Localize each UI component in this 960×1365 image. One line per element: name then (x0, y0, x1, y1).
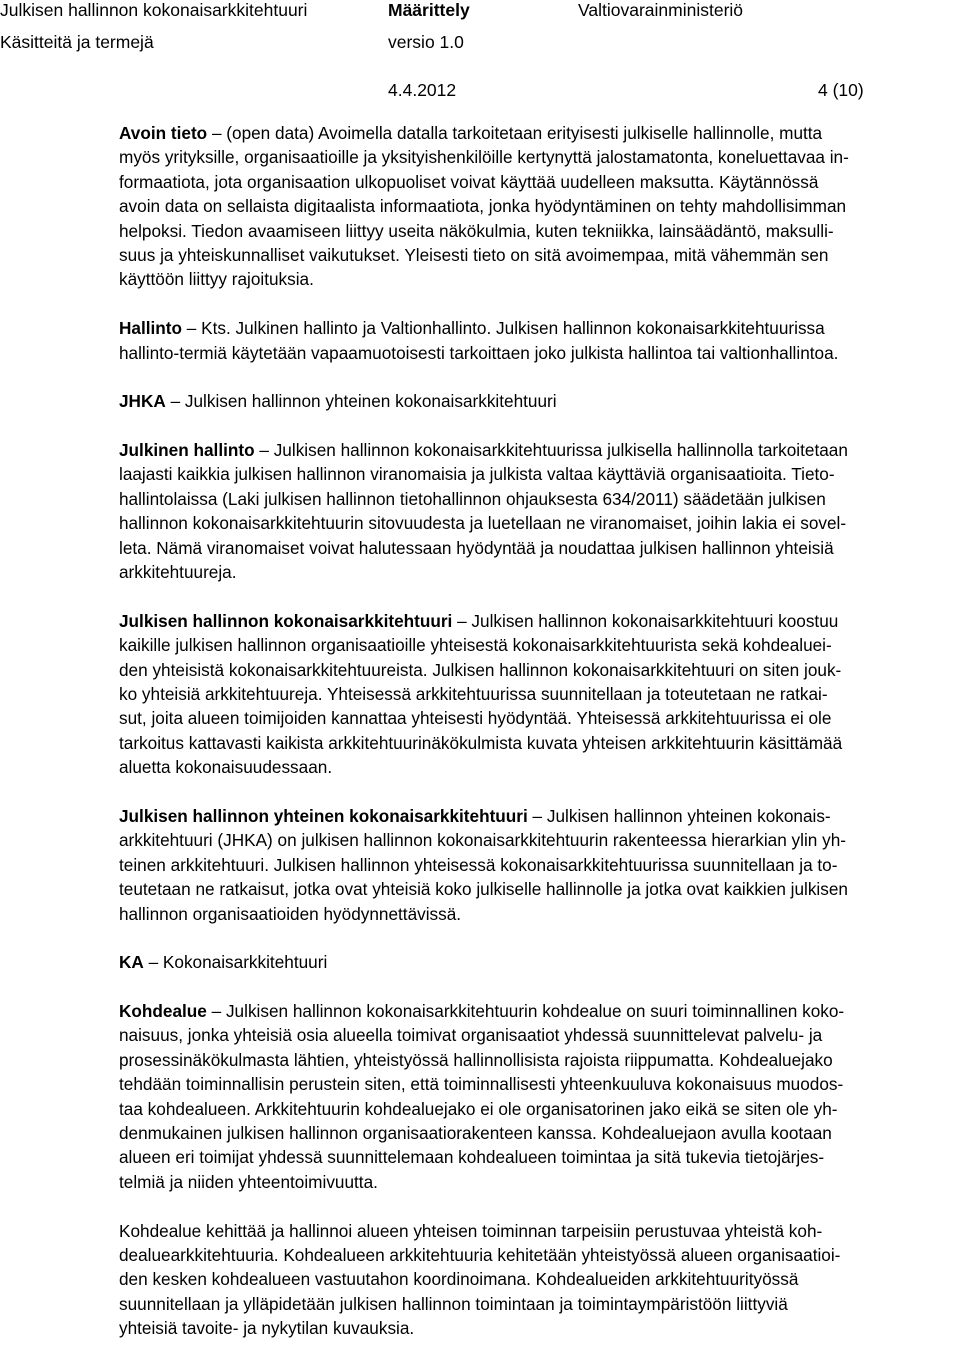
text-line (119, 1048, 960, 1072)
document-type: Määrittely (388, 0, 470, 20)
glossary-term: Hallinto (119, 318, 183, 339)
glossary-entry (119, 316, 960, 365)
text-line (119, 1316, 960, 1340)
text-line (119, 877, 960, 901)
definition-text: myös yrityksille, organisaatioille ja yksityishenkilöille kertynyttä jalostamatonta, koneluettavaa in- (119, 147, 849, 168)
definition-text: sut, joita alueen toimijoiden kannattaa yhteisesti hyödyntää. Yhteisessä arkkitehtuurissa ei ole (119, 708, 832, 729)
text-line (119, 1121, 960, 1145)
organization-name: Valtiovarainministeriö (578, 0, 744, 20)
document-date: 4.4.2012 (388, 80, 457, 100)
text-line (119, 170, 960, 194)
definition-text: tehdään toiminnallisin perustein siten, että toiminnallisesti yhteenkuuluva kokonaisuus muodos- (119, 1074, 844, 1095)
text-line (119, 243, 960, 267)
text-line (119, 609, 960, 633)
definition-text: teinen arkkitehtuuri. Julkisen hallinnon yhteisessä kokonaisarkkitehtuurissa suunnitellaan ja to- (119, 854, 838, 875)
text-line (119, 316, 960, 340)
text-line (119, 341, 960, 365)
glossary-term: Avoin tieto (119, 123, 208, 143)
definition-text: käyttöön liittyy rajoituksia. (119, 269, 314, 290)
glossary-term: Julkinen hallinto (119, 440, 255, 461)
definition-text: tarkoitus kattavasti kaikista arkkitehtuurinäkökulmista kuvata yhteisen arkkitehtuurin käsittämää (119, 732, 843, 753)
document-series-title: Julkisen hallinnon kokonaisarkkitehtuuri (0, 0, 308, 20)
text-line (119, 1023, 960, 1047)
definition-text: arkkitehtuureja. (119, 562, 237, 583)
glossary-entry (119, 1219, 960, 1341)
text-line (119, 706, 960, 730)
definition-text: suus ja yhteiskunnalliset vaikutukset. Yleisesti tieto on sitä avoimempaa, mitä vähemmän sen (119, 244, 829, 265)
text-line (119, 194, 960, 218)
text-line (119, 902, 960, 926)
definition-text: yhteisiä tavoite- ja nykytilan kuvauksia. (119, 1318, 415, 1339)
glossary-entry (119, 438, 960, 584)
definition-text: den yhteisistä kokonaisarkkitehtuureista. Julkisen hallinnon kokonaisarkkitehtuuri on siten jouk- (119, 659, 842, 680)
definition-text: laajasti kaikkia julkisen hallinnon viranomaisia ja julkista valtaa käyttäviä organisaatioita. Tieto- (119, 464, 835, 485)
document-title: Käsitteitä ja termejä (0, 32, 154, 52)
text-line (119, 487, 960, 511)
definition-text: Kohdealue kehittää ja hallinnoi alueen yhteisen toiminnan tarpeisiin perustuvaa yhteistä koh- (119, 1220, 823, 1241)
definition-text: taa kohdealueen. Arkkitehtuurin kohdealuejako ei ole organisatorinen jako eikä se siten ole yh- (119, 1098, 838, 1119)
glossary-term: Julkisen hallinnon yhteinen kokonaisarkkitehtuuri (119, 805, 528, 826)
definition-text: dealuearkkitehtuuria. Kohdealueen arkkitehtuuria kehitetään yhteistyössä alueen organisaatioi- (119, 1244, 841, 1265)
definition-text: hallinto-termiä käytetään vapaamuotoisesti tarkoittaen joko julkista hallintoa tai valtionhallintoa. (119, 342, 839, 363)
definition-text: leta. Nämä viranomaiset voivat halutessaan hyödyntää ja noudattaa julkisen hallinnon yhteisiä (119, 537, 834, 558)
text-line (119, 804, 960, 828)
definition-text: helpoksi. Tiedon avaamiseen liittyy useita näkökulmia, kuten tekniikka, lainsäädäntö, maksulli- (119, 220, 834, 241)
glossary-entry (119, 121, 960, 292)
text-line (119, 1072, 960, 1096)
definition-text: telmiä ja niiden yhteentoimivuutta. (119, 1171, 378, 1192)
glossary-term: Julkisen hallinnon kokonaisarkkitehtuuri (119, 610, 453, 631)
glossary-entry (119, 999, 960, 1194)
definition-text: – (open data) Avoimella datalla tarkoitetaan erityisesti julkiselle hallinnolle, mutta (207, 123, 823, 143)
definition-text: hallintolaissa (Laki julkisen hallinnon tietohallinnon ohjauksesta 634/2011) säädetään julkisen (119, 488, 826, 509)
glossary-entry (119, 950, 960, 974)
text-line (119, 389, 960, 413)
text-line (119, 145, 960, 169)
text-line (119, 1097, 960, 1121)
definition-text: avoin data on sellaista digitaalista informaatiota, jonka hyödyntäminen on tehty mahdollisimman (119, 196, 847, 217)
glossary-term: Kohdealue (119, 1001, 207, 1022)
definition-text: – Julkisen hallinnon kokonaisarkkitehtuuri koostuu (452, 610, 839, 631)
definition-text: alueen eri toimijat yhdessä suunnittelemaan kohdealueen toimintaa ja sitä tukevia tietojärjes- (119, 1147, 825, 1168)
document-version: versio 1.0 (388, 32, 464, 52)
definition-text: – Julkisen hallinnon yhteinen kokonaisarkkitehtuuri (165, 391, 557, 412)
text-line (119, 462, 960, 486)
text-line (119, 1145, 960, 1169)
text-line (119, 828, 960, 852)
text-line (119, 267, 960, 291)
definition-text: aluetta kokonaisuudessaan. (119, 757, 333, 778)
definition-text: – Julkisen hallinnon yhteinen kokonais- (527, 805, 831, 826)
definition-text: – Julkisen hallinnon kokonaisarkkitehtuurissa julkisella hallinnolla tarkoitetaan (254, 440, 848, 461)
text-line (119, 536, 960, 560)
text-line (119, 853, 960, 877)
definition-text: den kesken kohdealueen vastuutahon koordinoimana. Kohdealueiden arkkitehtuurityössä (119, 1269, 799, 1290)
definition-text: hallinnon organisaatioiden hyödynnettävissä. (119, 903, 462, 924)
definition-text: naisuus, jonka yhteisiä osia alueella toimivat organisaatiot yhdessä suunnittelevat palvelu- ja (119, 1025, 823, 1046)
glossary-body (119, 121, 960, 1365)
text-line (119, 1219, 960, 1243)
text-line (119, 1267, 960, 1291)
definition-text: teutetaan ne ratkaisut, jotka ovat yhteisiä koko julkiselle hallinnolle ja jotka ovat kaikkien julkisen (119, 879, 848, 900)
text-line (119, 1170, 960, 1194)
text-line (119, 999, 960, 1023)
definition-text: denmukainen julkisen hallinnon organisaatiorakenteen kanssa. Kohdealuejaon avulla kootaan (119, 1123, 832, 1144)
text-line (119, 560, 960, 584)
definition-text: formaatiota, jota organisaation ulkopuoliset voivat käyttää uudelleen maksutta. Käytännössä (119, 171, 819, 192)
glossary-entry (119, 804, 960, 926)
definition-text: suunnitellaan ja ylläpidetään julkisen hallinnon toimintaan ja toimintaympäristöön liittyviä (119, 1293, 788, 1314)
text-line (119, 438, 960, 462)
text-line (119, 658, 960, 682)
definition-text: ko yhteisiä arkkitehtuureja. Yhteisessä arkkitehtuurissa suunnitellaan ja toteutetaan ne ratkai- (119, 683, 828, 704)
definition-text: kaikille julkisen hallinnon organisaatioille yhteisestä kokonaisarkkitehtuurista sekä kohdealuei- (119, 635, 832, 656)
text-line (119, 219, 960, 243)
text-line (119, 1292, 960, 1316)
glossary-entry (119, 389, 960, 413)
definition-text: – Julkisen hallinnon kokonaisarkkitehtuurin kohdealue on suuri toiminnallinen koko- (206, 1001, 845, 1022)
text-line (119, 682, 960, 706)
glossary-entry (119, 609, 960, 780)
text-line (119, 511, 960, 535)
definition-text: prosessinäkökulmasta lähtien, yhteistyössä hallinnollisista rajoista riippumatta. Kohdealuejako (119, 1049, 833, 1070)
definition-text: arkkitehtuuri (JHKA) on julkisen hallinnon kokonaisarkkitehtuurin rakenteessa hierarkian ylin yh- (119, 830, 847, 851)
text-line (119, 950, 960, 974)
glossary-term: JHKA (119, 391, 166, 412)
text-line (119, 731, 960, 755)
text-line (119, 633, 960, 657)
glossary-term: KA (119, 952, 144, 973)
definition-text: – Kts. Julkinen hallinto ja Valtionhallinto. Julkisen hallinnon kokonaisarkkitehtuurissa (182, 318, 825, 339)
definition-text: – Kokonaisarkkitehtuuri (143, 952, 328, 973)
text-line (119, 755, 960, 779)
page-number: 4 (10) (818, 80, 864, 100)
definition-text: hallinnon kokonaisarkkitehtuurin sitovuudesta ja luetellaan ne viranomaiset, joihin lakia ei sovel- (119, 513, 847, 534)
text-line (119, 1243, 960, 1267)
text-line (119, 121, 960, 145)
